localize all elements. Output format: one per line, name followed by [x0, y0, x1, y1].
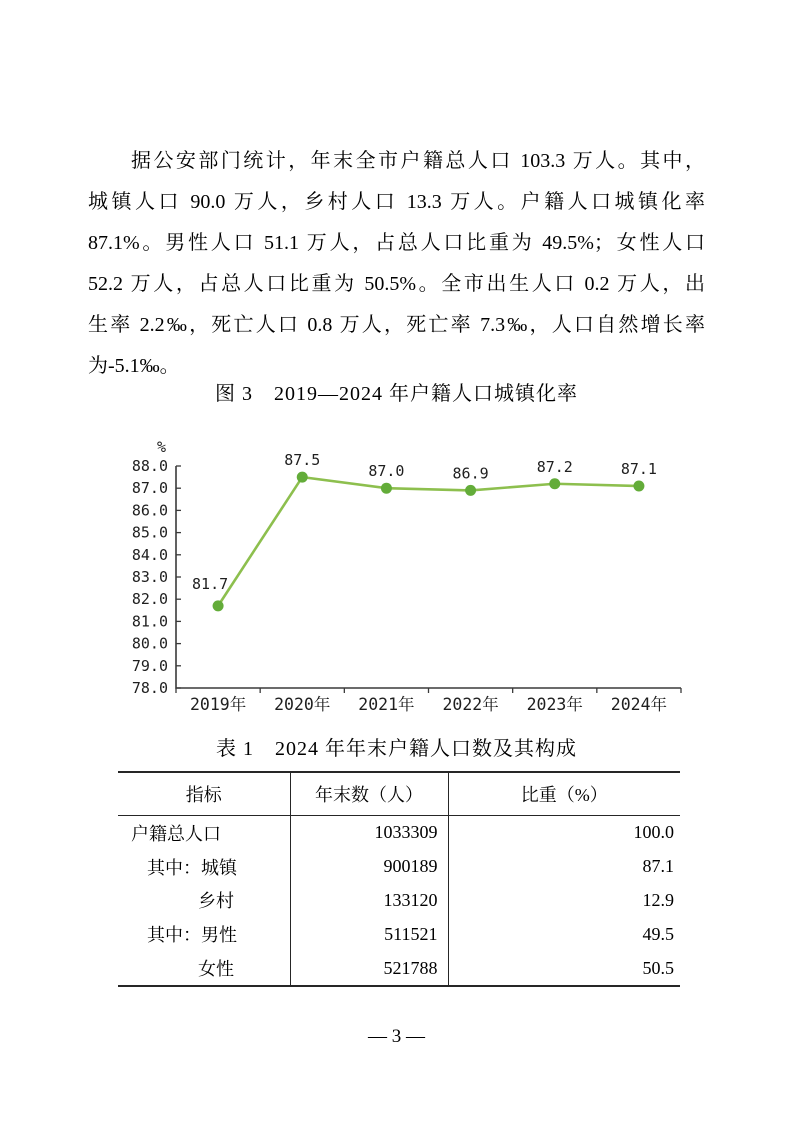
row-share: 49.5: [642, 923, 674, 944]
row-share: 100.0: [633, 822, 674, 843]
figure-caption: 图 3 2019—2024 年户籍人口城镇化率: [215, 383, 578, 405]
svg-text:85.0: 85.0: [131, 523, 168, 542]
svg-text:86.0: 86.0: [131, 501, 168, 520]
row-label: 户籍总人口: [131, 823, 221, 844]
table-row: [118, 951, 680, 986]
svg-text:2023年: 2023年: [526, 695, 583, 714]
table-row: [118, 884, 680, 918]
table-header-cell: 年末数（人）: [290, 772, 448, 816]
paragraph-line: 52.2 万人，占总人口比重为 50.5%。全市出生人口 0.2 万人，出: [88, 273, 705, 295]
svg-text:87.0: 87.0: [131, 479, 168, 498]
page-number: — 3 —: [368, 1026, 425, 1047]
svg-text:2022年: 2022年: [442, 695, 499, 714]
svg-text:83.0: 83.0: [131, 568, 168, 586]
table-body: [118, 816, 680, 986]
svg-text:78.0: 78.0: [131, 679, 168, 697]
table-header-cell: 比重（%）: [448, 772, 680, 816]
paragraph-line: 城镇人口 90.0 万人，乡村人口 13.3 万人。户籍人口城镇化率: [88, 191, 705, 213]
svg-text:2019年: 2019年: [189, 695, 247, 714]
svg-text:81.7: 81.7: [192, 574, 229, 593]
paragraph-line: 为-5.1‰。: [88, 355, 180, 377]
svg-text:2021年: 2021年: [358, 695, 415, 714]
paragraph-line: 87.1%。男性人口 51.1 万人，占总人口比重为 49.5%；女性人口: [88, 232, 705, 254]
svg-text:%: %: [156, 438, 166, 456]
table-header-cell: 指标: [118, 772, 290, 816]
row-value: 511521: [290, 917, 448, 951]
row-share: 50.5: [448, 951, 680, 986]
svg-text:88.0: 88.0: [131, 457, 168, 475]
row-label: 女性: [118, 951, 290, 986]
row-share: 12.9: [642, 889, 674, 910]
paragraph-line: 生率 2.2‰，死亡人口 0.8 万人，死亡率 7.3‰，人口自然增长率: [88, 314, 705, 336]
table-caption: 表 1 2024 年年末户籍人口数及其构成: [216, 738, 577, 760]
svg-text:87.2: 87.2: [536, 457, 573, 476]
svg-text:87.1: 87.1: [620, 459, 657, 478]
row-value: 133120: [290, 884, 448, 918]
row-label: 其中：男性: [147, 925, 237, 946]
row-value: 521788: [290, 951, 448, 986]
svg-text:87.0: 87.0: [368, 462, 405, 481]
row-value: 1033309: [290, 816, 448, 850]
svg-text:81.0: 81.0: [131, 612, 168, 631]
population-table: [118, 771, 680, 987]
row-label: 其中：城镇: [147, 857, 237, 878]
row-value: 900189: [290, 850, 448, 884]
svg-text:79.0: 79.0: [131, 656, 168, 675]
paragraph-line: 据公安部门统计，年末全市户籍总人口 103.3 万人。其中，: [131, 150, 705, 172]
table-row: [118, 917, 680, 951]
svg-text:2020年: 2020年: [274, 695, 331, 714]
row-share: 87.1: [642, 856, 674, 877]
table-header-row: [118, 772, 680, 816]
svg-text:84.0: 84.0: [131, 545, 168, 564]
svg-text:87.5: 87.5: [284, 451, 321, 470]
table-row: [118, 816, 680, 850]
svg-text:82.0: 82.0: [131, 590, 168, 609]
table-row: [118, 850, 680, 884]
svg-text:2024年: 2024年: [610, 695, 668, 714]
svg-text:80.0: 80.0: [131, 634, 168, 653]
row-label: 乡村: [198, 891, 234, 912]
svg-text:86.9: 86.9: [452, 464, 489, 483]
